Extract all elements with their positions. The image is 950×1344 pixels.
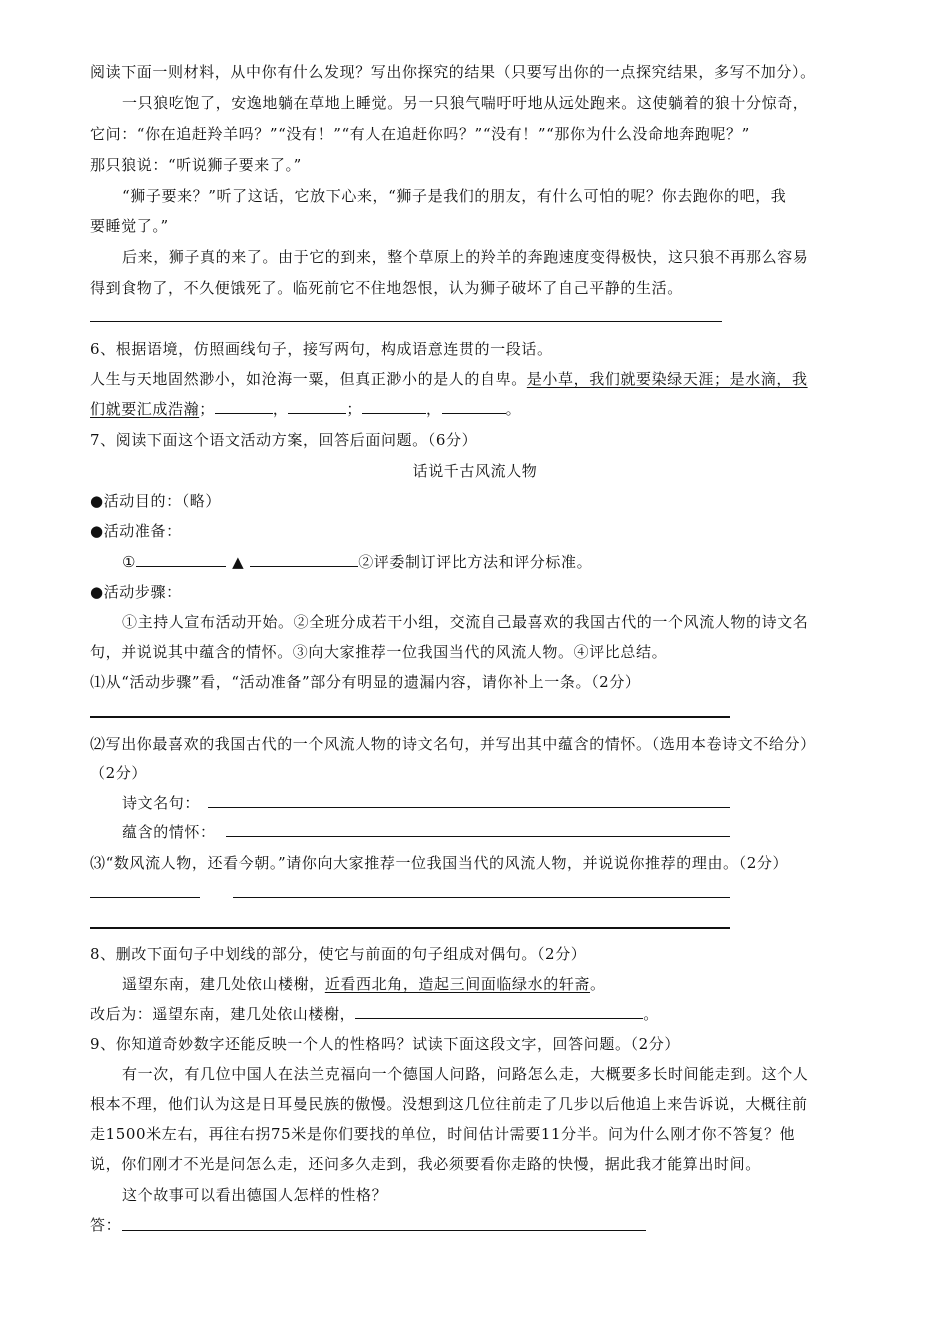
q9-passage-line: 根本不理，他们认为这是日耳曼民族的傲慢。没想到这几位往前走了几步以后他追上来告诉说，大概往前 xyxy=(90,1095,808,1113)
q6-blank[interactable] xyxy=(215,399,273,414)
q7-title: 7、阅读下面这个语文活动方案，回答后面问题。（6分） xyxy=(90,431,478,449)
q8-revised xyxy=(90,1004,659,1024)
q6-line-2 xyxy=(90,399,521,419)
q7-sub2-points: （2分） xyxy=(90,764,147,782)
answer-line[interactable] xyxy=(90,716,730,718)
material-paragraph-line: 后来，狮子真的来了。由于它的到来，整个草原上的羚羊的奔跑速度变得极快，这只狼不再那么容易 xyxy=(122,248,809,266)
poem-label: 诗文名句： xyxy=(122,794,201,812)
answer-line[interactable] xyxy=(90,927,730,929)
q8-answer-blank[interactable] xyxy=(355,1004,643,1019)
q8-title: 8、删改下面句子中划线的部分，使它与前面的句子组成对偶句。（2分） xyxy=(90,945,587,963)
prep-item-2: ②评委制订评比方法和评分标准。 xyxy=(358,553,593,571)
q8-period: 。 xyxy=(590,975,606,993)
q8-revised-label: 改后为：遥望东南，建几处依山楼榭， xyxy=(90,1005,356,1023)
activity-prep-heading: ●活动准备： xyxy=(90,522,182,540)
q6-blank[interactable] xyxy=(362,399,426,414)
q9-answer-line[interactable] xyxy=(122,1230,646,1231)
material-paragraph-line: 它问：“你在追赶羚羊吗？”“没有！”“有人在追赶你吗？”“没有！”“那你为什么没命地奔跑呢？” xyxy=(90,125,750,143)
answer-line[interactable] xyxy=(90,321,722,322)
q6-title: 6、根据语境，仿照画线句子，接写两句，构成语意连贯的一段话。 xyxy=(90,340,553,358)
poem-line xyxy=(122,793,200,813)
q6-underlined-text: 是小草，我们就要染绿天涯；是水滴，我 xyxy=(526,370,808,388)
q6-separator: ， xyxy=(272,400,289,418)
q8-underlined-text: 近看西北角，造起三间面临绿水的轩斋 xyxy=(324,975,591,993)
answer-line[interactable] xyxy=(233,897,730,898)
prep-blank[interactable] xyxy=(136,552,226,567)
activity-prep-items xyxy=(122,552,592,572)
feeling-label: 蕴含的情怀： xyxy=(122,823,216,841)
activity-title: 话说千古风流人物 xyxy=(412,462,538,480)
q6-blank[interactable] xyxy=(442,399,506,414)
activity-steps-heading: ●活动步骤： xyxy=(90,583,182,601)
q6-separator: ； xyxy=(346,400,363,418)
q6-separator: ； xyxy=(199,400,215,418)
q8-period: 。 xyxy=(643,1005,659,1023)
q6-plain-text: 人生与天地固然渺小，如沧海一粟，但真正渺小的是人的自卑。 xyxy=(90,370,527,388)
q7-sub2: ⑵写出你最喜欢的我国古代的一个风流人物的诗文名句，并写出其中蕴含的情怀。（选用本卷诗文不给分） xyxy=(90,735,816,753)
material-intro: 阅读下面一则材料，从中你有什么发现？写出你探究的结果（只要写出你的一点探究结果，多写不加分）。 xyxy=(90,63,816,81)
q6-separator: ， xyxy=(426,400,442,418)
q6-line-1 xyxy=(90,369,808,389)
material-paragraph-line: 那只狼说：“听说狮子要来了。” xyxy=(90,156,302,174)
q7-sub1: ⑴从“活动步骤”看，“活动准备”部分有明显的遗漏内容，请你补上一条。（2分） xyxy=(90,673,641,691)
q8-plain-text: 遥望东南，建几处依山楼榭， xyxy=(122,975,325,993)
q9-answer xyxy=(90,1215,121,1235)
q9-passage-line: 有一次，有几位中国人在法兰克福向一个德国人问路，问路怎么走，大概要多长时间能走到。这个人 xyxy=(122,1065,809,1083)
feeling-answer-line[interactable] xyxy=(226,836,730,837)
q6-underlined-text: 们就要汇成浩瀚 xyxy=(90,400,200,418)
q9-passage-line: 说，你们刚才不光是问怎么走，还问多久走到，我必须要看你走路的快慢，据此我才能算出时间。 xyxy=(90,1155,761,1173)
feeling-line xyxy=(122,822,216,842)
activity-steps-line: ①主持人宣布活动开始。②全班分成若干小组，交流自己最喜欢的我国古代的一个风流人物的诗文名 xyxy=(122,613,809,631)
material-paragraph-line: 一只狼吃饱了，安逸地躺在草地上睡觉。另一只狼气喘吁吁地从远处跑来。这使躺着的狼十分惊奇， xyxy=(122,94,809,112)
answer-line[interactable] xyxy=(90,897,200,898)
material-paragraph-line: “狮子要来？”听了这话，它放下心来，“狮子是我们的朋友，有什么可怕的呢？你去跑你的吧，我 xyxy=(122,187,787,205)
activity-steps-line: 句，并说说其中蕴含的情怀。③向大家推荐一位我国当代的风流人物。④评比总结。 xyxy=(90,643,668,661)
answer-label: 答： xyxy=(90,1216,122,1234)
material-paragraph-line: 得到食物了，不久便饿死了。临死前它不住地怨恨，认为狮子破坏了自己平静的生活。 xyxy=(90,279,683,297)
prep-item-number: ① xyxy=(122,553,137,571)
triangle-icon: ▲ xyxy=(232,553,245,571)
q8-sentence xyxy=(122,974,606,994)
prep-blank[interactable] xyxy=(250,552,358,567)
q9-title: 9、你知道奇妙数字还能反映一个人的性格吗？试读下面这段文字，回答问题。（2分） xyxy=(90,1035,680,1053)
q9-passage-line: 走1500米左右，再往右拐75米是你们要找的单位，时间估计需要11分半。问为什么刚才你不答复？他 xyxy=(90,1125,796,1143)
activity-purpose: ●活动目的：（略） xyxy=(90,492,221,510)
material-paragraph-line: 要睡觉了。” xyxy=(90,217,169,235)
q6-separator: 。 xyxy=(505,400,522,418)
q6-blank[interactable] xyxy=(288,399,346,414)
q7-sub3: ⑶“数风流人物，还看今朝。”请你向大家推荐一位我国当代的风流人物，并说说你推荐的理由。（2分） xyxy=(90,854,789,872)
poem-answer-line[interactable] xyxy=(208,807,730,808)
q9-question: 这个故事可以看出德国人怎样的性格？ xyxy=(122,1186,388,1204)
